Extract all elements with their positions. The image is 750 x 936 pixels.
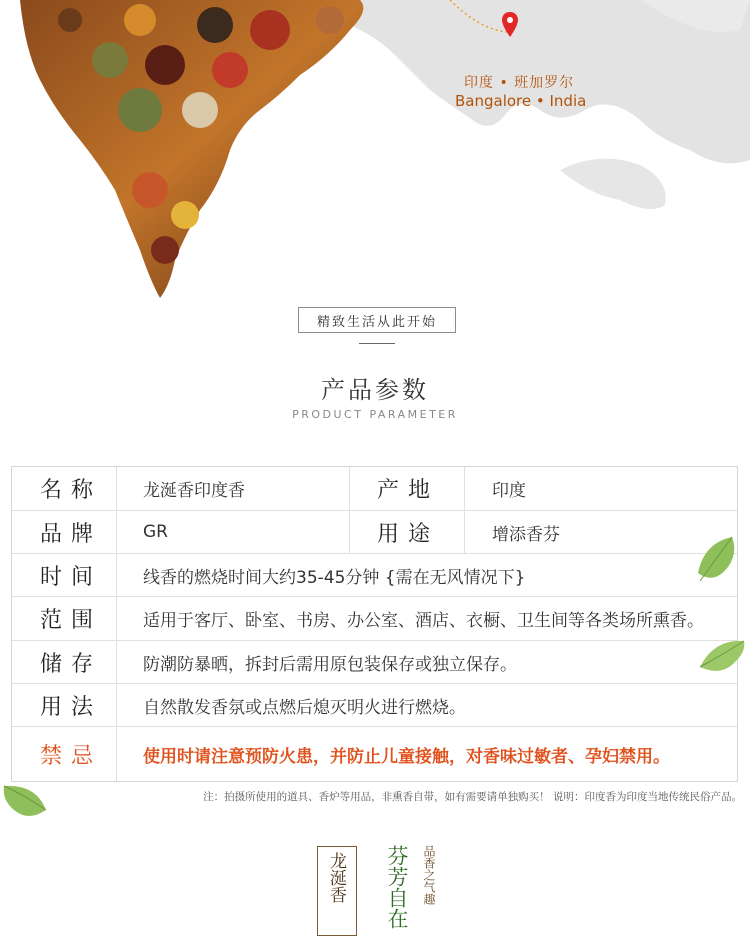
table-row — [12, 727, 737, 781]
divider — [359, 343, 395, 344]
leaf-icon — [696, 637, 746, 677]
param-value-method: 自然散发香氛或点燃后熄灭明火进行燃烧。 — [143, 697, 466, 718]
param-key-storage: 储存 — [40, 651, 103, 677]
seal-text: 龙涎香 — [326, 852, 346, 903]
section-title: 产品参数 — [321, 376, 429, 404]
leaf-icon — [694, 535, 736, 587]
param-key-method: 用法 — [40, 694, 103, 720]
table-row — [12, 597, 737, 641]
param-key-origin: 产地 — [377, 478, 440, 503]
section-subtitle: PRODUCT PARAMETER — [292, 408, 458, 421]
table-row — [12, 641, 737, 684]
location-label-cn: 印度 • 班加罗尔 — [464, 75, 575, 91]
table-row — [12, 467, 737, 511]
hero-banner — [0, 0, 750, 300]
table-row — [12, 684, 737, 727]
table-row — [12, 554, 737, 597]
param-value-time: 线香的燃烧时间大约35-45分钟 {需在无风情况下} — [143, 567, 526, 588]
location-label-en: Bangalore • India — [455, 92, 587, 110]
param-key-taboo: 禁忌 — [40, 743, 103, 769]
location-pin-icon — [501, 12, 519, 38]
product-parameter-table — [11, 466, 738, 782]
slogan-box: 精致生活从此开始 — [298, 307, 456, 333]
param-value-brand: GR — [143, 522, 168, 542]
param-key-time: 时间 — [40, 564, 103, 590]
route-line — [0, 0, 750, 60]
poem-main: 芬芳自在 — [385, 845, 409, 929]
leaf-icon — [0, 780, 48, 822]
param-key-use: 用途 — [377, 521, 440, 547]
param-value-use: 增添香芬 — [492, 524, 560, 545]
table-row — [12, 511, 737, 554]
param-value-name: 龙涎香印度香 — [143, 481, 245, 501]
param-value-origin: 印度 — [492, 481, 526, 501]
param-key-name: 名称 — [40, 478, 103, 503]
footnote: 注：拍摄所使用的道具、香炉等用品，非熏香自带，如有需要请单独购买！ 说明：印度香为印度当地传统民俗产品。 — [203, 791, 742, 803]
param-value-storage: 防潮防暴晒，拆封后需用原包装保存或独立保存。 — [143, 654, 517, 675]
param-key-brand: 品牌 — [40, 521, 103, 547]
param-value-scope: 适用于客厅、卧室、书房、办公室、酒店、衣橱、卫生间等各类场所熏香。 — [143, 611, 704, 631]
poem-side: 品香之气趣 — [422, 845, 436, 905]
param-value-taboo: 使用时请注意预防火患，并防止儿童接触，对香味过敏者、孕妇禁用。 — [143, 746, 670, 767]
param-key-scope: 范围 — [40, 608, 103, 633]
